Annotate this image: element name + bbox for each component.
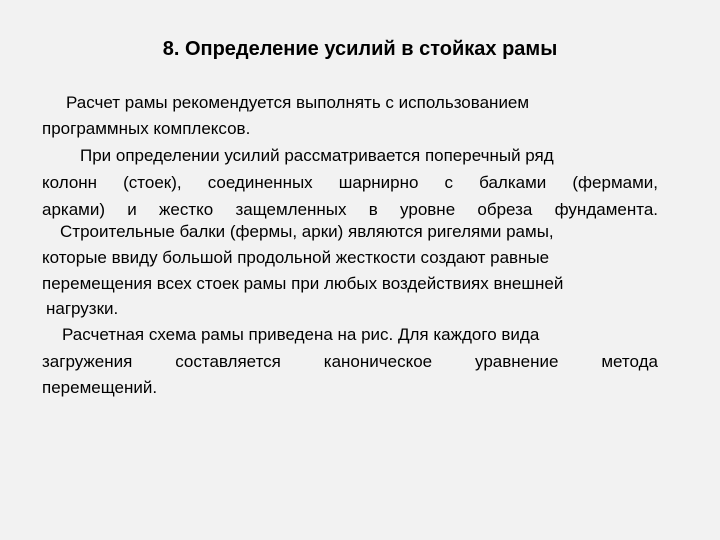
paragraph-4-line-2: загружения составляется каноническое уравнение метода	[42, 352, 658, 371]
paragraph-1-line-2: программных комплексов.	[42, 119, 251, 138]
paragraph-2-line-3: арками) и жестко защемленных в уровне обреза фундамента.	[42, 200, 658, 219]
paragraph-3-line-3: перемещения всех стоек рамы при любых воздействиях внешней	[42, 274, 564, 293]
paragraph-1-line-1: Расчет рамы рекомендуется выполнять с использованием	[66, 93, 530, 112]
paragraph-4-line-3: перемещений.	[42, 378, 158, 397]
paragraph-4-line-1: Расчетная схема рамы приведена на рис. Для каждого вида	[62, 325, 540, 344]
paragraph-3-line-2: которые ввиду большой продольной жесткости создают равные	[42, 248, 550, 267]
page-title: 8. Определение усилий в стойках рамы	[162, 38, 558, 60]
paragraph-2-line-1: При определении усилий рассматривается поперечный ряд	[80, 146, 554, 165]
paragraph-3-line-4: нагрузки.	[46, 299, 119, 318]
paragraph-2-line-2: колонн (стоек), соединенных шарнирно с балками (фермами,	[42, 173, 658, 192]
paragraph-3-line-1: Строительные балки (фермы, арки) являются ригелями рамы,	[60, 222, 554, 241]
